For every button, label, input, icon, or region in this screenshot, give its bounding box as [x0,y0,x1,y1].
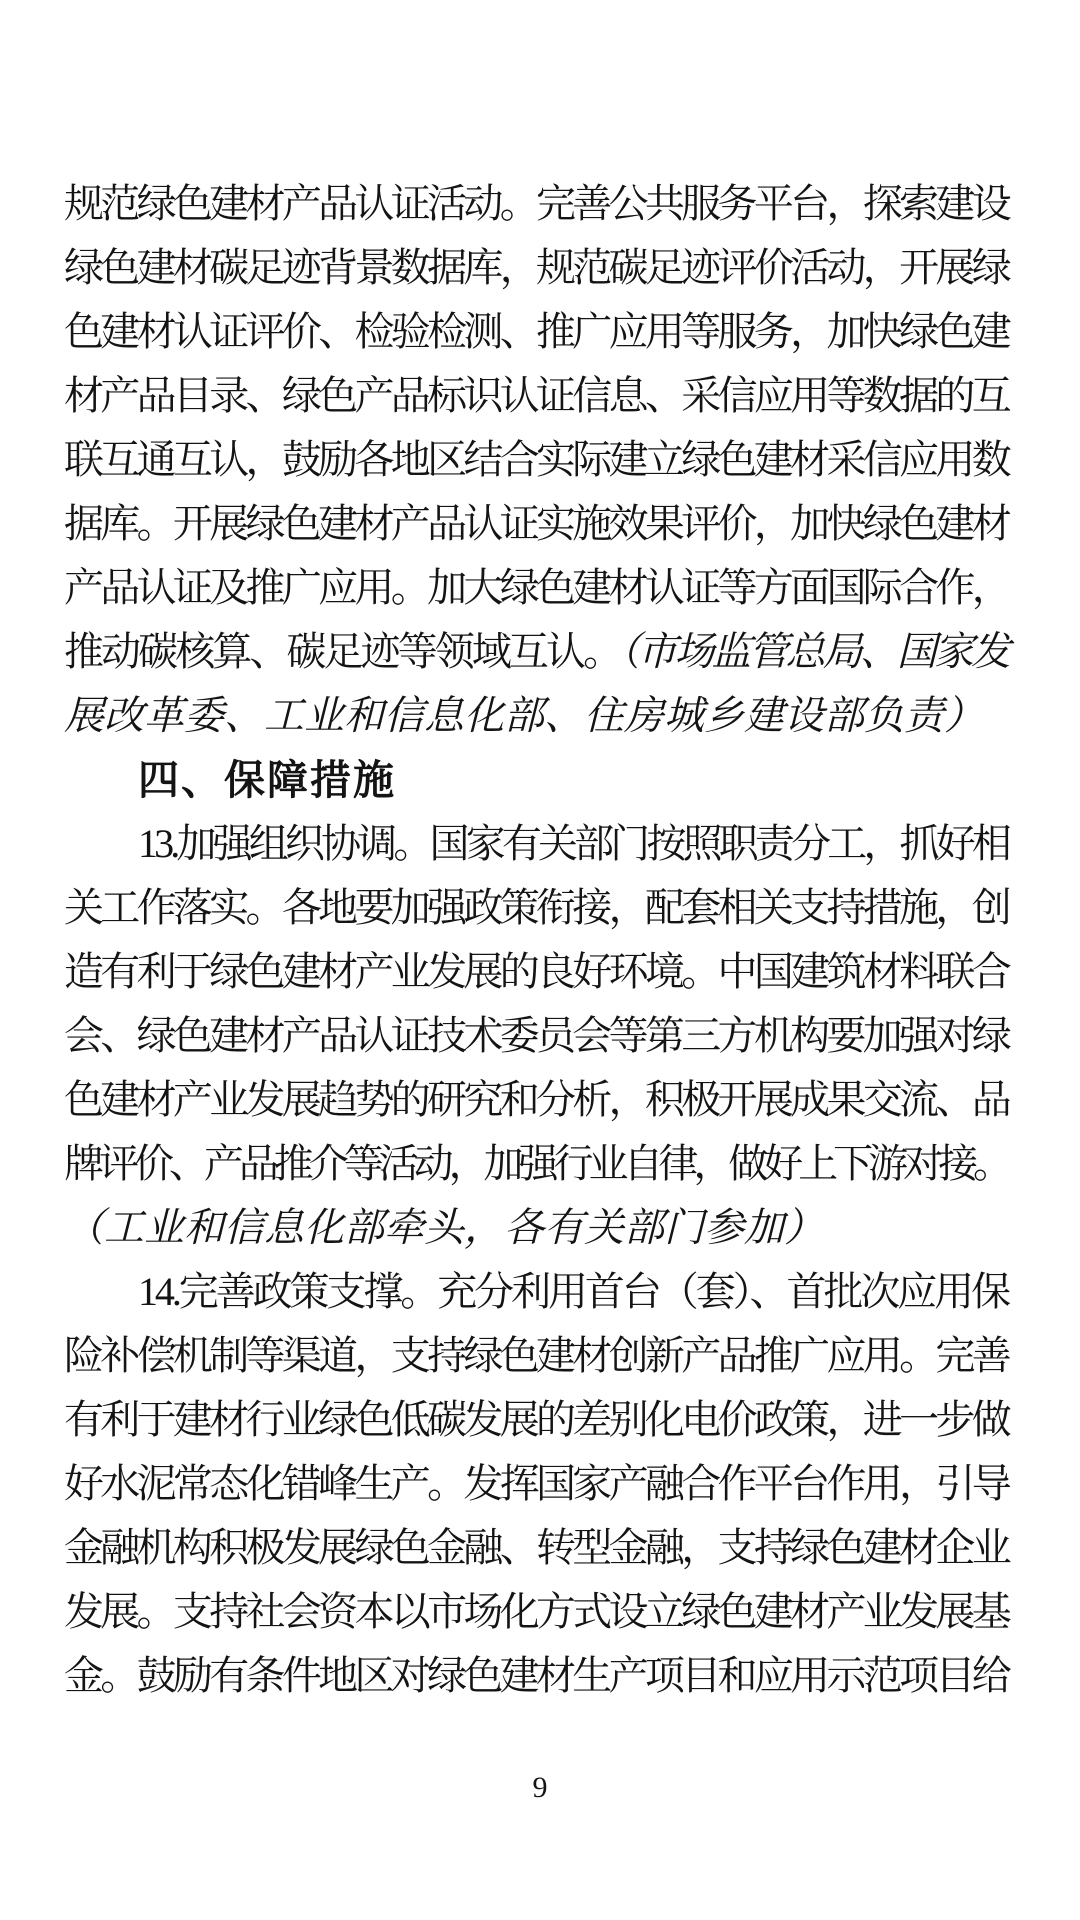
text-segment: 联互通互认，鼓励各地区结合实际建立绿色建材采信应用数 [64,437,1008,482]
text-segment: 推动碳核算、碳足迹等领域互认。 [64,629,621,674]
text-segment: 13.加强组织协调。国家有关部门按照职责分工，抓好相 [138,821,1008,866]
text-line [64,876,1008,940]
text-line [64,172,1008,236]
text-segment: 牌评价、产品推介等活动，加强行业自律，做好上下游对接。 [64,1141,1008,1186]
text-line [64,940,1008,1004]
text-segment: 14.完善政策支撑。充分利用首台（套）、首批次应用保 [138,1269,1008,1314]
text-segment: 色建材产业发展趋势的研究和分析，积极开展成果交流、品 [64,1077,1008,1122]
text-segment: 产品认证及推广应用。加大绿色建材认证等方面国际合作， [64,565,1008,610]
text-segment: 四、保障措施 [138,757,396,803]
document-body [64,172,1008,1708]
text-line [64,364,1008,428]
text-line [64,812,1008,876]
text-line [64,1260,1008,1324]
text-segment: 绿色建材碳足迹背景数据库，规范碳足迹评价活动，开展绿 [64,245,1008,290]
text-segment: 关工作落实。各地要加强政策衔接，配套相关支持措施，创 [64,885,1008,930]
text-line [64,492,1008,556]
text-line [64,1452,1008,1516]
text-line [64,684,1008,748]
text-line [64,428,1008,492]
text-line [64,1004,1008,1068]
text-line [64,1068,1008,1132]
text-line [64,1324,1008,1388]
text-line [64,1644,1008,1708]
text-line [64,556,1008,620]
text-line [64,1132,1008,1196]
responsible-dept-note: （市场监管总局、国家发 [620,629,1009,674]
text-line [64,236,1008,300]
text-segment: 造有利于绿色建材产业发展的良好环境。中国建筑材料联合 [64,949,1008,994]
text-segment: 有利于建材行业绿色低碳发展的差别化电价政策，进一步做 [64,1397,1008,1442]
section-heading [64,748,1008,812]
text-segment: 色建材认证评价、检验检测、推广应用等服务，加快绿色建 [64,309,1008,354]
text-segment: 金融机构积极发展绿色金融、转型金融，支持绿色建材企业 [64,1525,1008,1570]
text-segment: 会、绿色建材产品认证技术委员会等第三方机构要加强对绿 [64,1013,1008,1058]
page-number: 9 [532,1771,548,1804]
responsible-dept-note: 展改革委、工业和信息化部、住房城乡建设部负责） [64,693,984,738]
text-segment: 规范绿色建材产品认证活动。完善公共服务平台，探索建设 [64,181,1008,226]
text-line [64,1388,1008,1452]
text-segment: 材产品目录、绿色产品标识认证信息、采信应用等数据的互 [64,373,1008,418]
text-segment: 据库。开展绿色建材产品认证实施效果评价，加快绿色建材 [64,501,1008,546]
text-line [64,1196,1008,1260]
text-line [64,300,1008,364]
text-segment: 险补偿机制等渠道，支持绿色建材创新产品推广应用。完善 [64,1333,1008,1378]
text-segment: 好水泥常态化错峰生产。发挥国家产融合作平台作用，引导 [64,1461,1008,1506]
responsible-dept-note: （工业和信息化部牵头，各有关部门参加） [64,1205,824,1250]
text-line [64,1580,1008,1644]
text-line [64,620,1008,684]
text-line [64,1516,1008,1580]
text-segment: 发展。支持社会资本以市场化方式设立绿色建材产业发展基 [64,1589,1008,1634]
text-segment: 金。鼓励有条件地区对绿色建材生产项目和应用示范项目给 [64,1653,1008,1698]
